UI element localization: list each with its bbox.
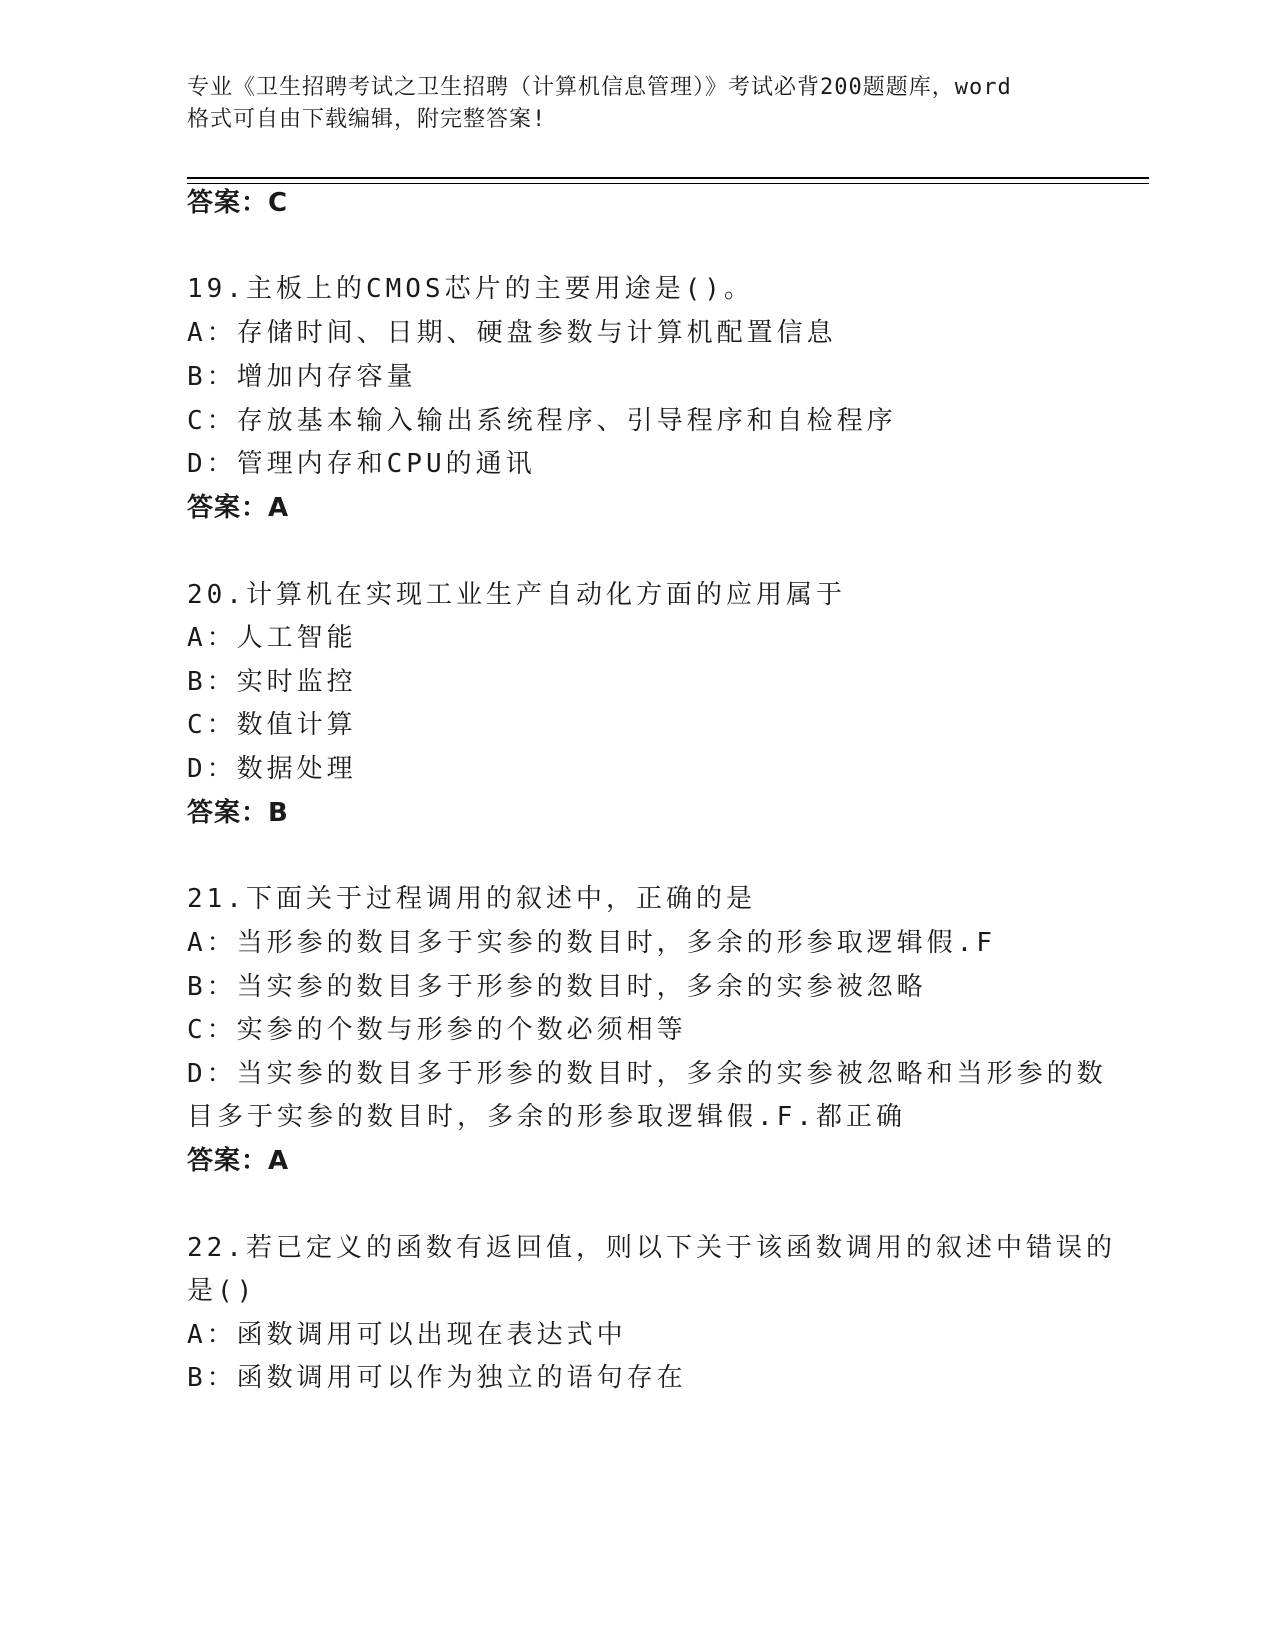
option-a: A：存储时间、日期、硬盘参数与计算机配置信息 [187, 318, 837, 348]
option-a: A：人工智能 [187, 623, 357, 653]
option-b: B：函数调用可以作为独立的语句存在 [187, 1363, 687, 1393]
answer-line: 答案：A [187, 493, 290, 523]
option-c: C：存放基本输入输出系统程序、引导程序和自检程序 [187, 406, 897, 436]
question-stem-continued: 是() [187, 1276, 257, 1306]
option-d: D：管理内存和CPU的通讯 [187, 449, 536, 479]
option-c: C：数值计算 [187, 710, 357, 740]
question-stem: 22.若已定义的函数有返回值，则以下关于该函数调用的叙述中错误的 [187, 1233, 1116, 1263]
header-divider-thick [187, 177, 1149, 179]
option-a: A：当形参的数目多于实参的数目时，多余的形参取逻辑假.F [187, 928, 996, 958]
option-b: B：当实参的数目多于形参的数目时，多余的实参被忽略 [187, 972, 927, 1002]
question-stem: 21.下面关于过程调用的叙述中，正确的是 [187, 884, 756, 914]
header-line-1: 专业《卫生招聘考试之卫生招聘（计算机信息管理）》考试必背200题题库，word [187, 75, 1012, 100]
option-d-continued: 目多于实参的数目时，多余的形参取逻辑假.F.都正确 [187, 1102, 906, 1132]
answer-line: 答案：B [187, 798, 289, 828]
header-divider-thin [187, 183, 1149, 184]
option-c: C：实参的个数与形参的个数必须相等 [187, 1015, 687, 1045]
option-d: D：当实参的数目多于形参的数目时，多余的实参被忽略和当形参的数 [187, 1059, 1107, 1089]
answer-line: 答案：C [187, 188, 289, 218]
question-stem: 20.计算机在实现工业生产自动化方面的应用属于 [187, 580, 846, 610]
option-a: A：函数调用可以出现在表达式中 [187, 1320, 627, 1350]
document-header [187, 72, 1087, 136]
option-b: B：实时监控 [187, 667, 357, 697]
header-line-2: 格式可自由下载编辑，附完整答案! [187, 107, 547, 132]
option-b: B：增加内存容量 [187, 362, 417, 392]
answer-line: 答案：A [187, 1146, 290, 1176]
question-stem: 19.主板上的CMOS芯片的主要用途是()。 [187, 274, 754, 304]
option-d: D：数据处理 [187, 754, 357, 784]
